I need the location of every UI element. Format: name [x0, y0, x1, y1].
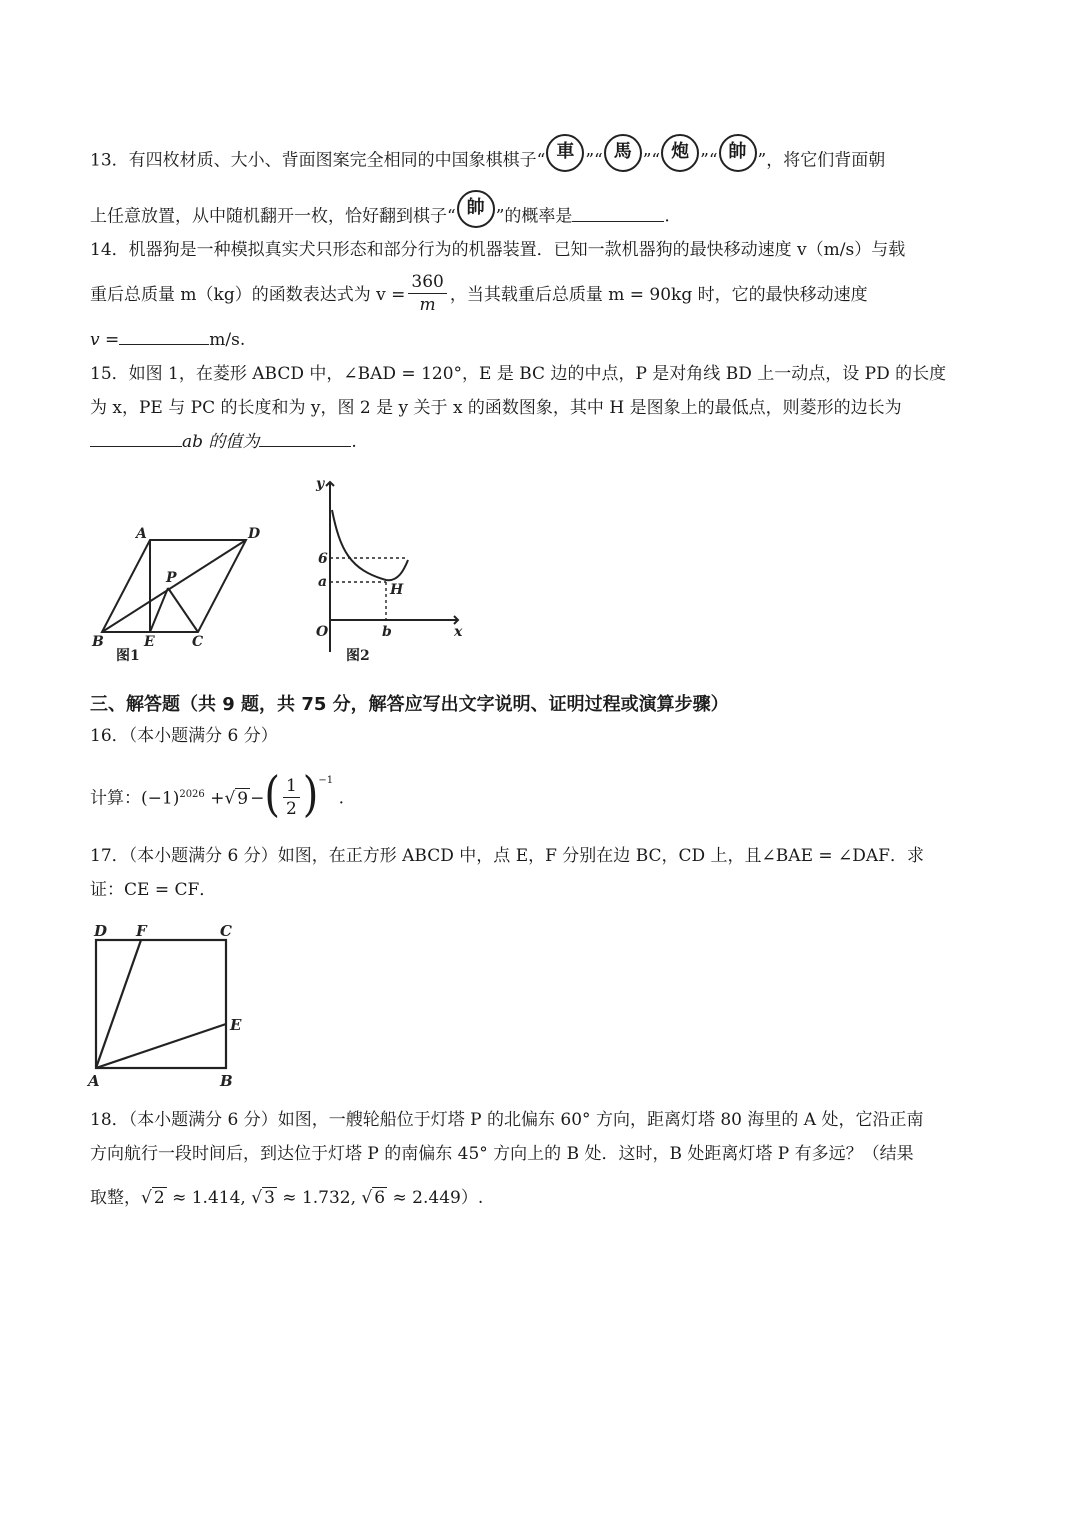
fraction-360-over-m: $\frac{360}{m}$: [408, 271, 446, 316]
label-b: B: [220, 1072, 233, 1090]
figure-1-rhombus: [86, 500, 276, 670]
diagonal-bd: [102, 540, 246, 632]
q17-line1: 17．（本小题满分 6 分）如图，在正方形 ABCD 中，点 E，F 分别在边 BC，CD 上，且∠BAE = ∠DAF．求: [90, 846, 924, 866]
q14-line1: 14．机器狗是一种模拟真实犬只形态和部分行为的机器装置．已知一款机器狗的最快移动速度 v（m/s）与载: [90, 240, 906, 260]
label-c: C: [220, 922, 232, 940]
label-d: D: [248, 526, 261, 542]
segment-ae: [96, 1024, 226, 1068]
figure-square-abcd: [86, 918, 256, 1092]
fraction-one-half: $\frac{1}{2}$: [283, 775, 300, 820]
section3-heading: 三、解答题（共 9 题，共 75 分，解答应写出文字说明、证明过程或演算步骤）: [90, 694, 729, 715]
chess-piece-cannon: 炮: [661, 134, 699, 172]
label-b: B: [92, 634, 104, 650]
q13-line1: 13．有四枚材质、大小、背面图案完全相同的中国象棋棋子“ 車 ”“ 馬 ”“ 炮 ”“ 帥 ”，将它们背面朝: [90, 142, 885, 180]
label-o: O: [316, 624, 329, 640]
q15-line2: 为 x，PE 与 PC 的长度和为 y，图 2 是 y 关于 x 的函数图象，其中 H 是图象上的最低点，则菱形的边长为: [90, 398, 902, 418]
label-a: a: [318, 574, 328, 590]
label-a: A: [136, 526, 147, 542]
q15-line3: ab 的值为 .: [90, 430, 357, 454]
q18-line3: 取整，√ 2 ≈ 1.414, √ 3 ≈ 1.732, √ 6 ≈ 2.449）.: [90, 1188, 484, 1208]
q17-line2: 证：CE = CF．: [90, 880, 217, 900]
label-d: D: [94, 922, 108, 940]
label-h: H: [390, 582, 404, 598]
q18-line1: 18．（本小题满分 6 分）如图，一艘轮船位于灯塔 P 的北偏东 60° 方向，距离灯塔 80 海里的 A 处，它沿正南: [90, 1110, 924, 1130]
chess-piece-chariot: 車: [546, 134, 584, 172]
answer-blank-15b[interactable]: [259, 430, 351, 447]
figure-2-graph: [280, 470, 480, 670]
q14-line3: v = m/s.: [90, 330, 246, 350]
answer-blank-14[interactable]: [119, 328, 209, 345]
chess-piece-general: 帥: [719, 134, 757, 172]
answer-blank-15a[interactable]: [90, 430, 182, 447]
q16-expression: 计算：$(-1)^{2026}$ +√ 9 −( $\frac{1}{2}$ )$^{-1}$ .: [90, 767, 344, 823]
q13-line2: 上任意放置，从中随机翻开一枚，恰好翻到棋子“ 帥 ”的概率是 .: [90, 198, 670, 236]
label-e: E: [144, 634, 155, 650]
label-f: F: [136, 922, 147, 940]
q16-header: 16．（本小题满分 6 分）: [90, 726, 278, 746]
square-outline: [96, 940, 226, 1068]
q18-line2: 方向航行一段时间后，到达位于灯塔 P 的南偏东 45° 方向上的 B 处．这时，B 处距离灯塔 P 有多远？（结果: [90, 1144, 914, 1164]
label-c: C: [192, 634, 204, 650]
label-6: 6: [318, 551, 328, 567]
chess-piece-horse: 馬: [604, 134, 642, 172]
label-a: A: [88, 1072, 100, 1090]
label-b: b: [382, 624, 392, 640]
q15-line1: 15．如图 1，在菱形 ABCD 中，∠BAD = 120°，E 是 BC 边的中点，P 是对角线 BD 上一动点，设 PD 的长度: [90, 364, 947, 384]
answer-blank-13[interactable]: [572, 205, 664, 222]
label-y: y: [316, 476, 325, 492]
label-e: E: [230, 1016, 242, 1034]
label-p: P: [166, 570, 177, 586]
caption-fig2: 图2: [346, 648, 370, 664]
label-x: x: [454, 624, 463, 640]
caption-fig1: 图1: [116, 648, 140, 664]
chess-piece-general-target: 帥: [457, 190, 495, 228]
segment-pc: [168, 588, 198, 632]
function-curve: [332, 510, 408, 580]
q14-line2: 重后总质量 m（kg）的函数表达式为 v = $\frac{360}{m}$ ，当其载重后总质量 m = 90kg 时，它的最快移动速度: [90, 272, 868, 315]
segment-af: [96, 940, 141, 1068]
